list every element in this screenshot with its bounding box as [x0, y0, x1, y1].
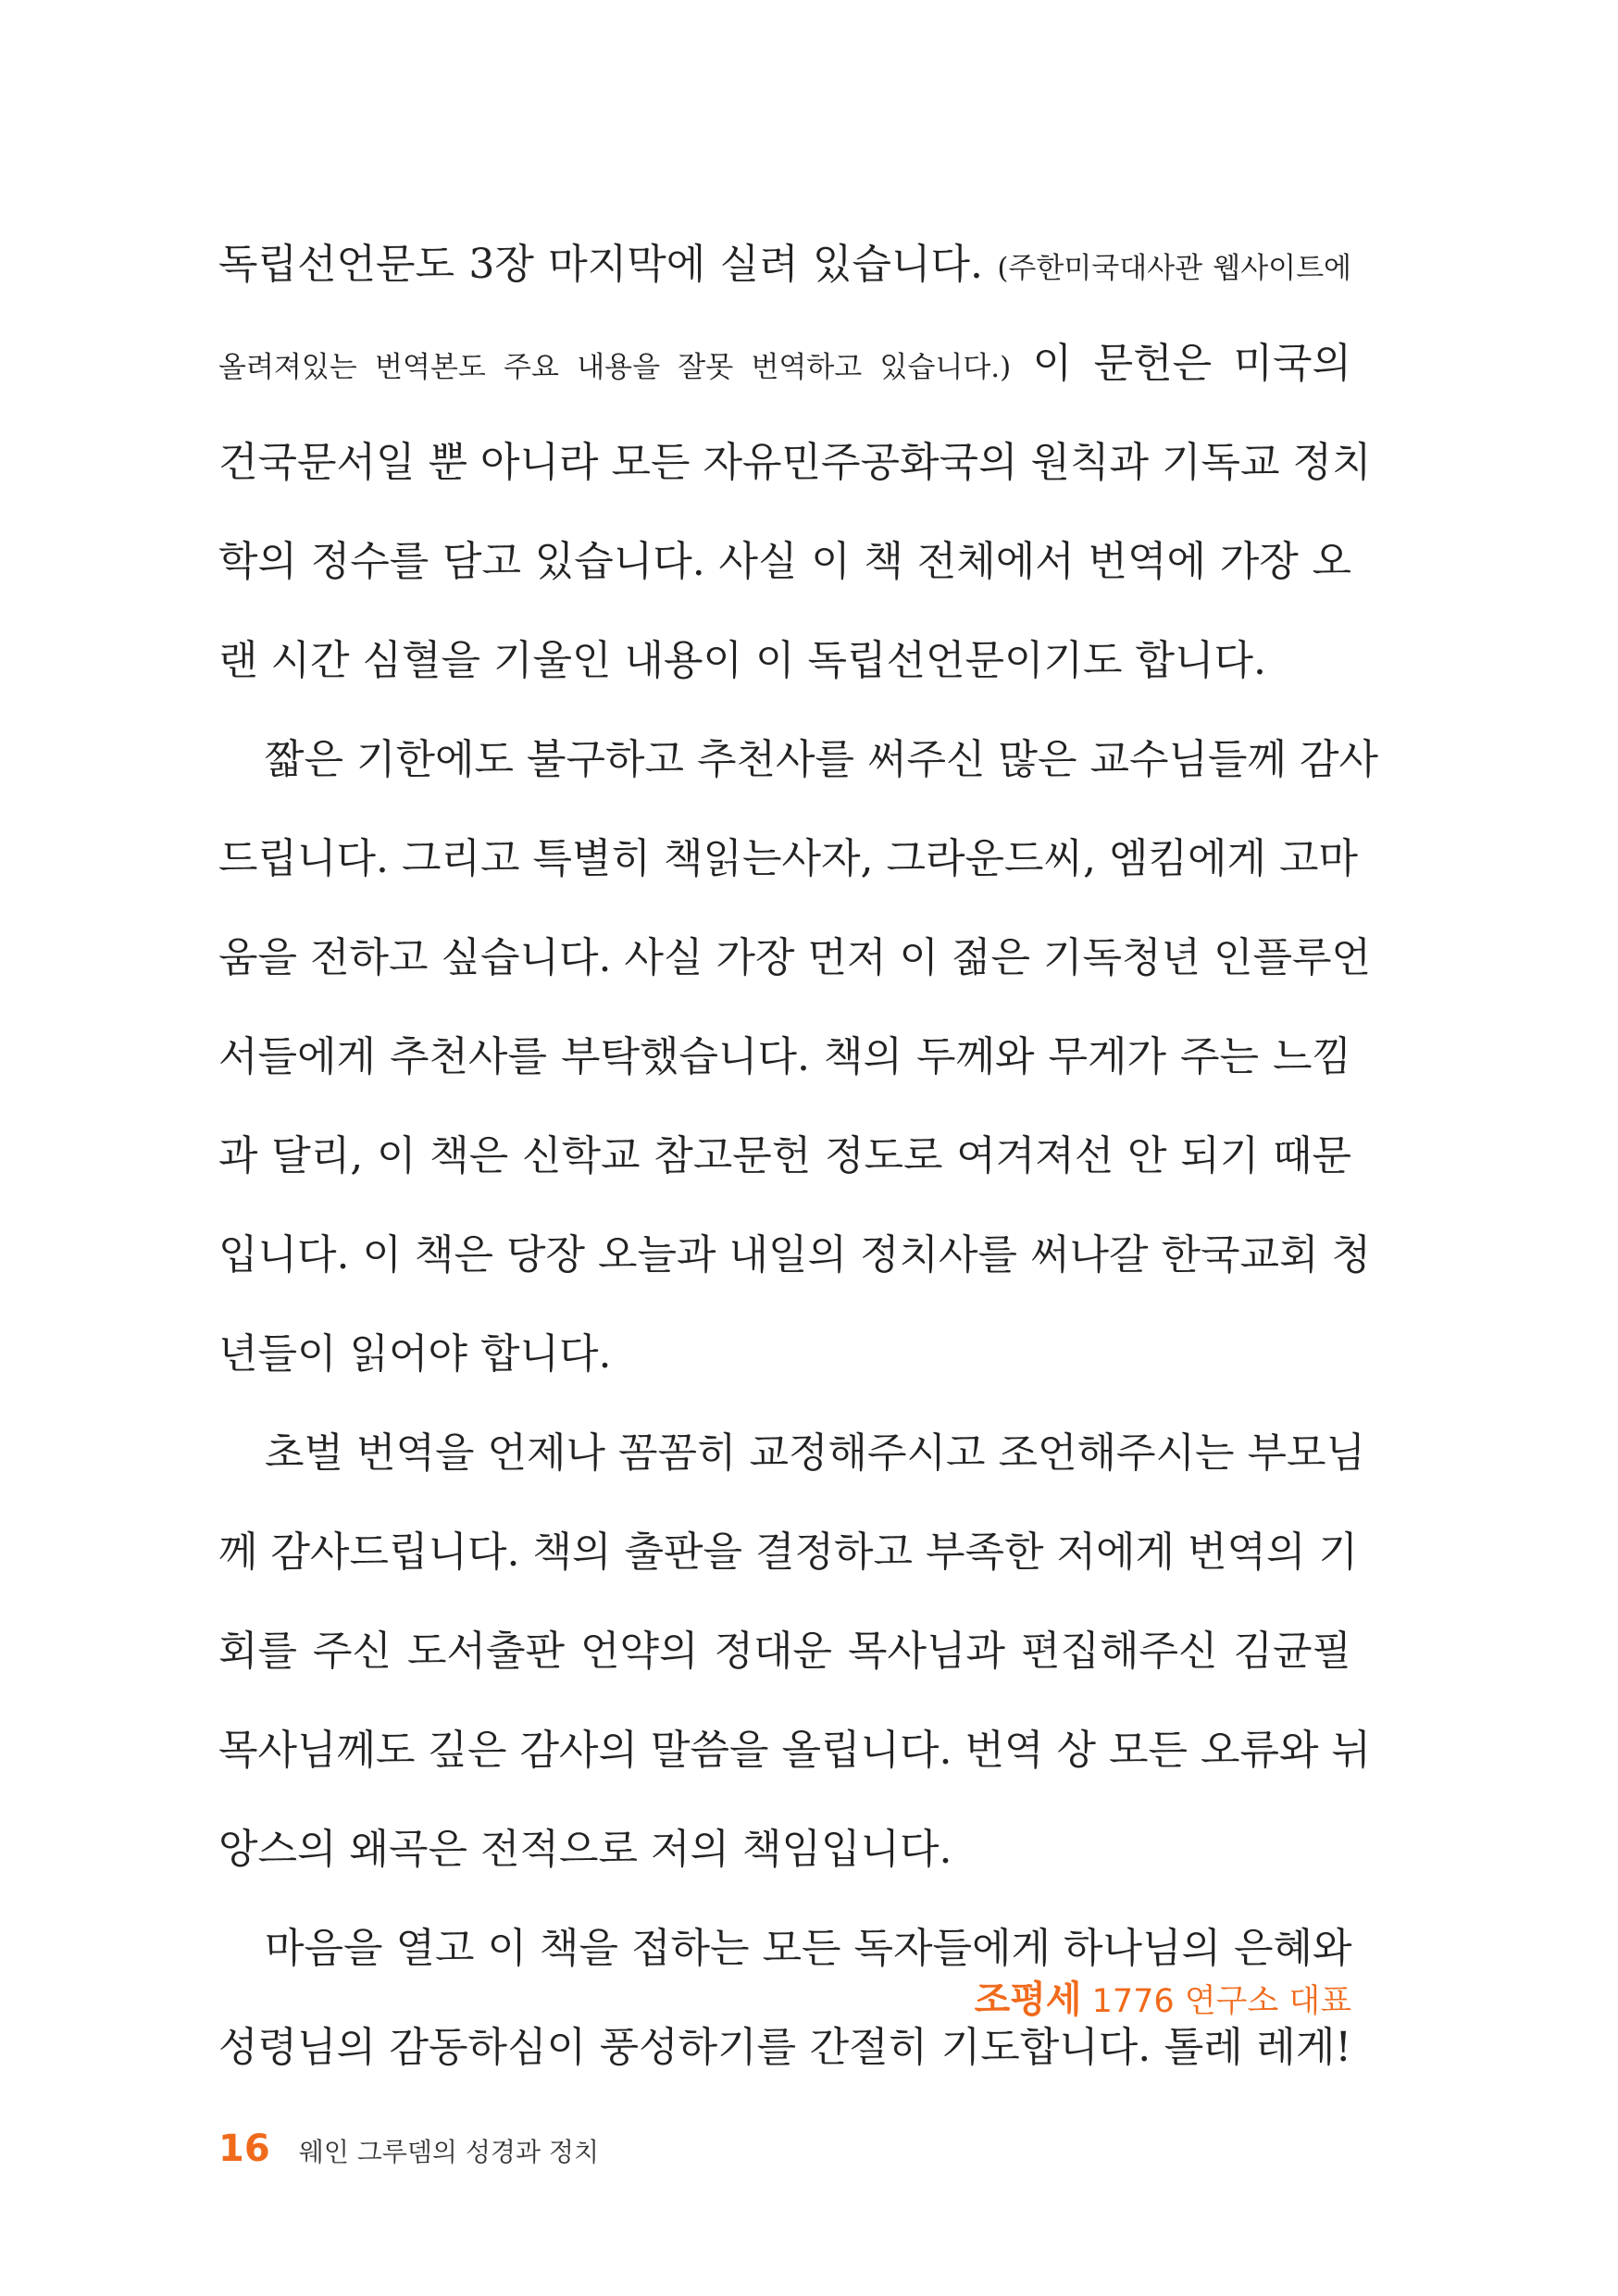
text-line-3: 건국문서일 뿐 아니라 모든 자유민주공화국의 원칙과 기독교 정치 — [218, 439, 1372, 486]
inline-note: (주한미국대사관 웹사이트에 — [997, 252, 1351, 285]
text-line-19: 성령님의 감동하심이 풍성하기를 간절히 기도합니다. 톨레 레게! — [218, 2024, 1351, 2071]
page-number: 16 — [218, 2128, 270, 2170]
text-line-8: 움을 전하고 싶습니다. 사실 가장 먼저 이 젊은 기독청년 인플루언 — [218, 934, 1371, 981]
page-footer — [218, 2128, 599, 2170]
text-line-6: 짧은 기한에도 불구하고 추천사를 써주신 많은 교수님들께 감사 — [265, 736, 1379, 783]
book-title: 웨인 그루뎀의 성경과 정치 — [298, 2137, 599, 2167]
text-line-11: 입니다. 이 책은 당장 오늘과 내일의 정치사를 써나갈 한국교회 청 — [218, 1231, 1371, 1279]
text-line-1: 독립선언문도 3장 마지막에 실려 있습니다. (주한미국대사관 웹사이트에 — [218, 241, 1351, 288]
text-line-10: 과 달리, 이 책은 신학교 참고문헌 정도로 여겨져선 안 되기 때문 — [218, 1132, 1351, 1179]
author-name: 조평세 — [974, 1978, 1082, 2021]
text-line-13: 초벌 번역을 언제나 꼼꼼히 교정해주시고 조언해주시는 부모님 — [265, 1429, 1366, 1477]
signature — [975, 1970, 1351, 2023]
text-line-17: 앙스의 왜곡은 전적으로 저의 책임입니다. — [218, 1826, 952, 1873]
text-line-12: 년들이 읽어야 합니다. — [218, 1330, 612, 1378]
text-line-5: 랜 시간 심혈을 기울인 내용이 이 독립선언문이기도 합니다. — [218, 637, 1266, 684]
text-line-18: 마음을 열고 이 책을 접하는 모든 독자들에게 하나님의 은혜와 — [265, 1925, 1352, 1972]
text-line-7: 드립니다. 그리고 특별히 책읽는사자, 그라운드씨, 엠킴에게 고마 — [218, 835, 1358, 882]
text-line-2: 올려져있는 번역본도 주요 내용을 잘못 번역하고 있습니다.) 이 문헌은 미국의 — [218, 340, 1351, 387]
text-line-14: 께 감사드립니다. 책의 출판을 결정하고 부족한 저에게 번역의 기 — [218, 1529, 1358, 1576]
text-line-9: 서들에게 추천사를 부탁했습니다. 책의 두께와 무게가 주는 느낌 — [218, 1033, 1351, 1080]
text-line-15: 회를 주신 도서출판 언약의 정대운 목사님과 편집해주신 김균필 — [218, 1628, 1351, 1675]
body-text — [218, 215, 1379, 2097]
text-line-4: 학의 정수를 담고 있습니다. 사실 이 책 전체에서 번역에 가장 오 — [218, 538, 1351, 585]
inline-note: 올려져있는 번역본도 주요 내용을 잘못 번역하고 있습니다.) — [218, 351, 1012, 384]
text-line-16: 목사님께도 깊은 감사의 말씀을 올립니다. 번역 상 모든 오류와 뉘 — [218, 1727, 1371, 1774]
author-title: 1776 연구소 대표 — [1081, 1983, 1351, 2020]
